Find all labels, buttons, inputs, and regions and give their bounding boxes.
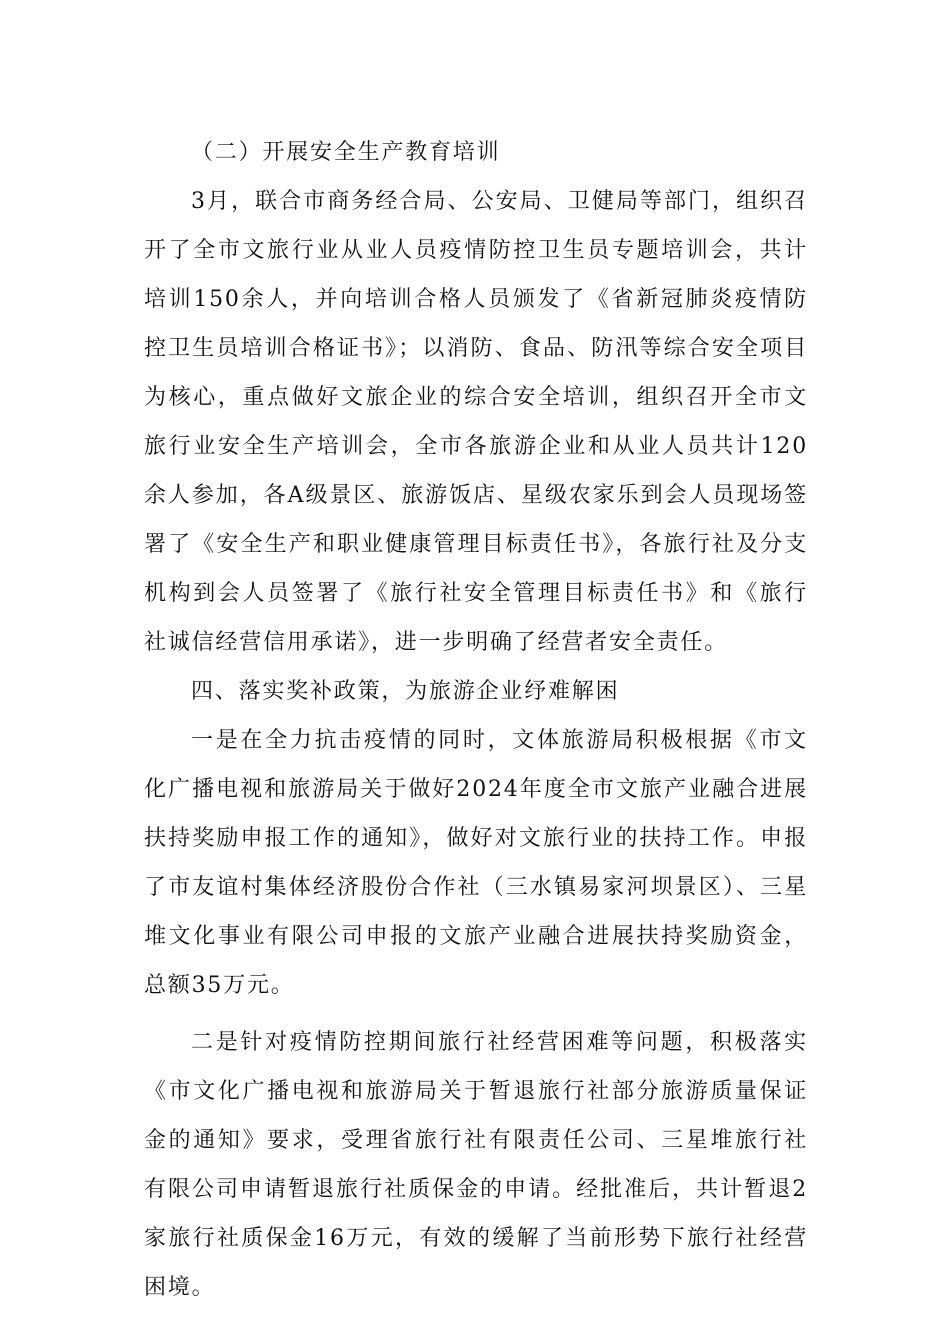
paragraph-subsidy-first: 一是在全力抗击疫情的同时，文体旅游局积极根据《市文化广播电视和旅游局关于做好2024年度全市文旅产业融合进展扶持奖励申报工作的通知》，做好对文旅行业的扶持工作。申报了市友谊村集体经济股份合作社（三水镇易家河坝景区）、三星堆文化事业有限公司申报的文旅产业融合进展扶持奖励资金，总额35万元。 bbox=[144, 728, 808, 998]
paragraph-safety-training: 3月，联合市商务经合局、公安局、卫健局等部门，组织召开了全市文旅行业从业人员疫情防控卫生员专题培训会，共计培训150余人，并向培训合格人员颁发了《省新冠肺炎疫情防控卫生员培训合格证书》；以消防、食品、防汛等综合安全项目为核心，重点做好文旅企业的综合安全培训，组织召开全市文旅行业安全生产培训会，全市各旅游企业和从业人员共计120余人参加，各A级景区、旅游饭店、星级农家乐到会人员现场签署了《安全生产和职业健康管理目标责任书》，各旅行社及分支机构到会人员签署了《旅行社安全管理目标责任书》和《旅行社诚信经营信用承诺》，进一步明确了经营者安全责任。 bbox=[144, 189, 808, 655]
paragraph-subsidy-second: 二是针对疫情防控期间旅行社经营困难等问题，积极落实《市文化广播电视和旅游局关于暂退旅行社部分旅游质量保证金的通知》要求，受理省旅行社有限责任公司、三星堆旅行社有限公司申请暂退旅行社质保金的申请。经批准后，共计暂退2家旅行社质保金16万元，有效的缓解了当前形势下旅行社经营困境。 bbox=[144, 1030, 808, 1300]
section-heading-subsidy-policy: 四、落实奖补政策，为旅游企业纾难解困 bbox=[191, 679, 620, 704]
section-heading-safety-training: （二）开展安全生产教育培训 bbox=[191, 140, 501, 165]
document-body bbox=[144, 128, 808, 1312]
